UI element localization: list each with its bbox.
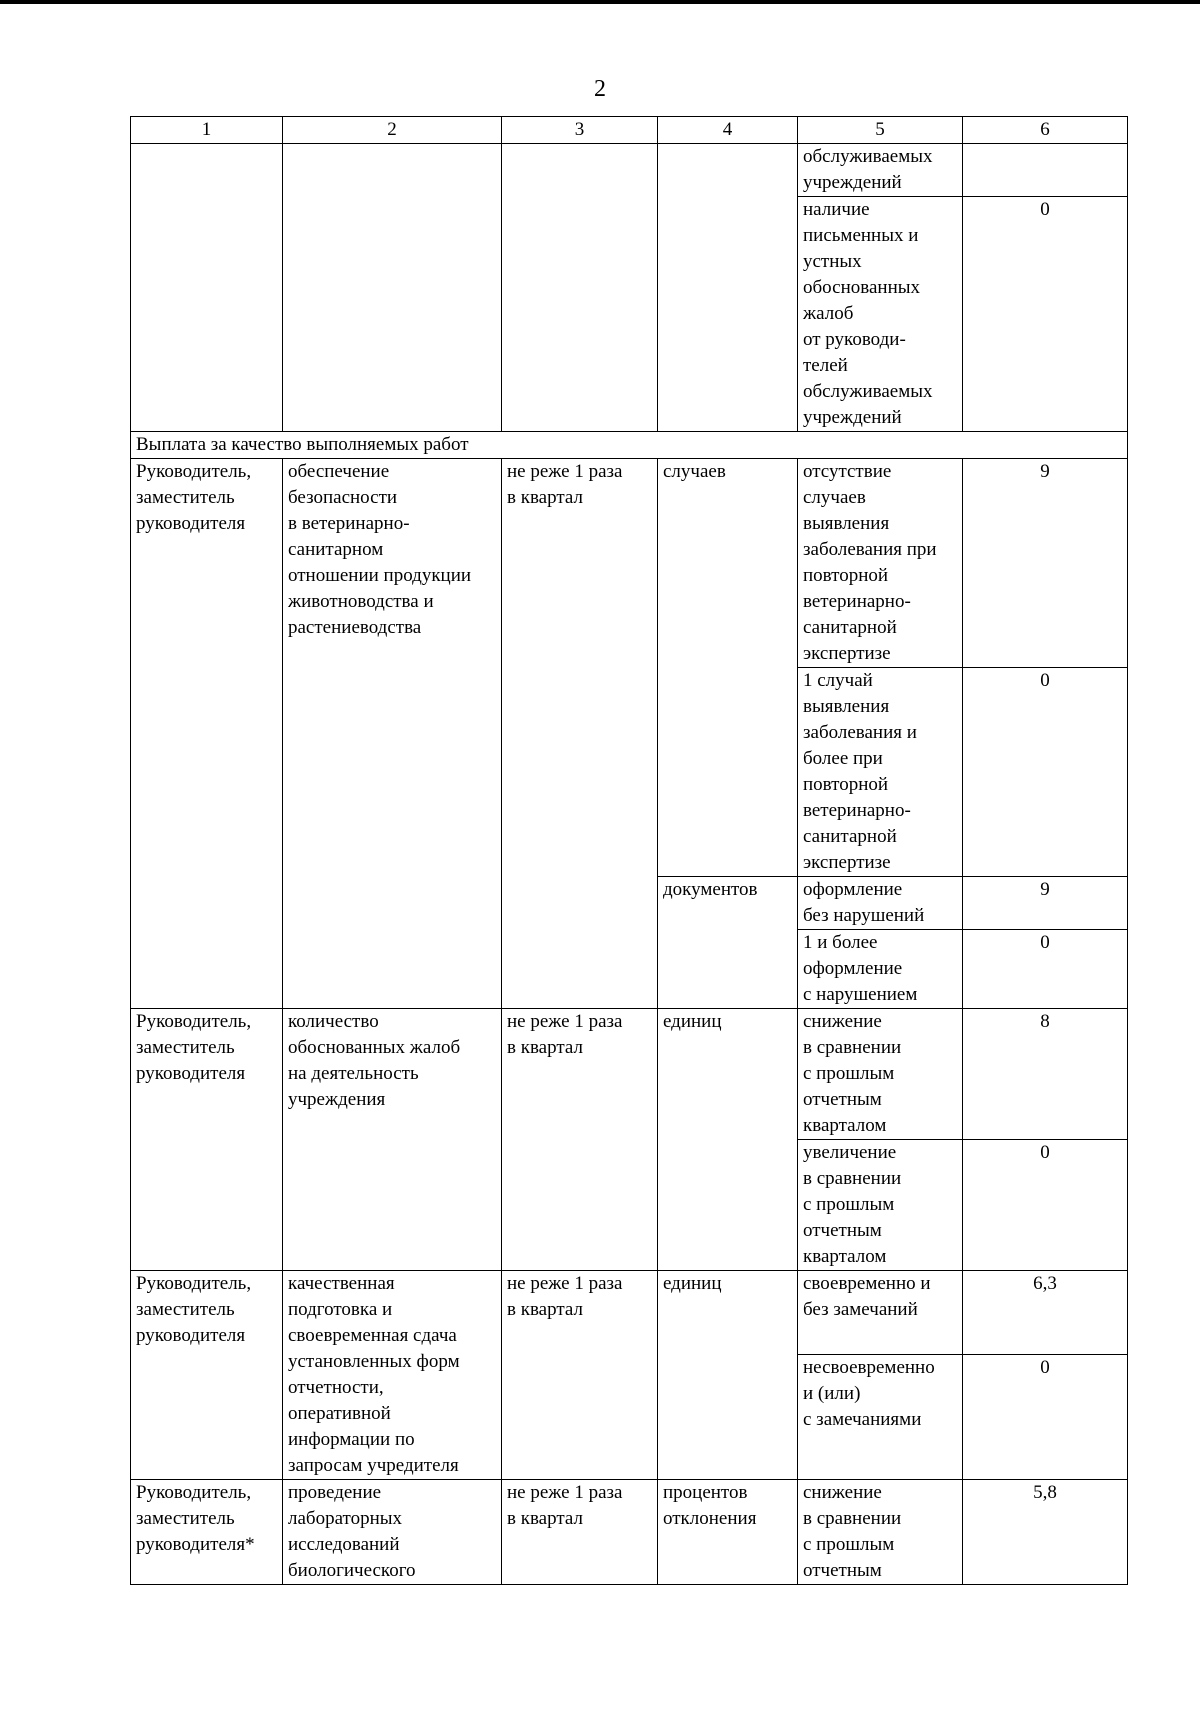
table-row — [131, 1271, 1128, 1355]
score-cell: 6,3 — [963, 1271, 1128, 1355]
indicator-cell: проведение лабораторных исследований биологического — [283, 1480, 502, 1585]
position-cell: Руководитель, заместитель руководителя — [131, 459, 283, 1009]
criterion-cell: снижение в сравнении с прошлым отчетным — [798, 1480, 963, 1585]
position-cell: Руководитель, заместитель руководителя — [131, 1009, 283, 1271]
unit-cell: единиц — [658, 1271, 798, 1480]
column-number: 5 — [798, 117, 963, 144]
criterion-cell: увеличение в сравнении с прошлым отчетным кварталом — [798, 1140, 963, 1271]
unit-cell: единиц — [658, 1009, 798, 1271]
periodicity-cell: не реже 1 раза в квартал — [502, 459, 658, 1009]
score-cell: 0 — [963, 930, 1128, 1009]
position-cell: Руководитель, заместитель руководителя* — [131, 1480, 283, 1585]
criterion-cell: оформление без нарушений — [798, 877, 963, 930]
section-row — [131, 432, 1128, 459]
score-cell: 0 — [963, 1140, 1128, 1271]
criterion-cell: несвоевременно и (или) с замечаниями — [798, 1354, 963, 1479]
table-row — [131, 459, 1128, 668]
indicator-cell — [283, 144, 502, 432]
periodicity-cell: не реже 1 раза в квартал — [502, 1480, 658, 1585]
score-cell: 0 — [963, 668, 1128, 877]
score-cell: 0 — [963, 1354, 1128, 1479]
header-row — [131, 117, 1128, 144]
column-number: 6 — [963, 117, 1128, 144]
criteria-table — [130, 116, 1128, 1585]
table-row — [131, 1009, 1128, 1140]
criterion-cell: 1 и более оформление с нарушением — [798, 930, 963, 1009]
column-number: 4 — [658, 117, 798, 144]
score-cell: 9 — [963, 459, 1128, 668]
column-number: 2 — [283, 117, 502, 144]
indicator-cell: качественная подготовка и своевременная сдача установленных форм отчетности, оперативной информации по запросам учредителя — [283, 1271, 502, 1480]
score-cell — [963, 144, 1128, 197]
column-number: 3 — [502, 117, 658, 144]
unit-cell: документов — [658, 877, 798, 1009]
indicator-cell: обеспечение безопасности в ветеринарно- санитарном отношении продукции животноводства и растениеводства — [283, 459, 502, 1009]
section-title: Выплата за качество выполняемых работ — [131, 432, 1128, 459]
criterion-cell: обслуживаемых учреждений — [798, 144, 963, 197]
criterion-cell: снижение в сравнении с прошлым отчетным кварталом — [798, 1009, 963, 1140]
unit-cell — [658, 144, 798, 432]
column-number: 1 — [131, 117, 283, 144]
position-cell: Руководитель, заместитель руководителя — [131, 1271, 283, 1480]
periodicity-cell — [502, 144, 658, 432]
criterion-cell: наличие письменных и устных обоснованных жалоб от руководи- телей обслуживаемых учреждений — [798, 197, 963, 432]
unit-cell: процентов отклонения — [658, 1480, 798, 1585]
criterion-cell: 1 случай выявления заболевания и более при повторной ветеринарно- санитарной экспертизе — [798, 668, 963, 877]
page-number: 2 — [594, 76, 606, 102]
position-cell — [131, 144, 283, 432]
scan-top-border — [0, 0, 1200, 4]
score-cell: 5,8 — [963, 1480, 1128, 1585]
indicator-cell: количество обоснованных жалоб на деятельность учреждения — [283, 1009, 502, 1271]
score-cell: 9 — [963, 877, 1128, 930]
score-cell: 8 — [963, 1009, 1128, 1140]
table-row — [131, 144, 1128, 197]
score-cell: 0 — [963, 197, 1128, 432]
periodicity-cell: не реже 1 раза в квартал — [502, 1271, 658, 1480]
unit-cell: случаев — [658, 459, 798, 877]
table-row — [131, 1480, 1128, 1585]
criterion-cell: отсутствие случаев выявления заболевания при повторной ветеринарно- санитарной экспертизе — [798, 459, 963, 668]
periodicity-cell: не реже 1 раза в квартал — [502, 1009, 658, 1271]
criterion-cell: своевременно и без замечаний — [798, 1271, 963, 1355]
